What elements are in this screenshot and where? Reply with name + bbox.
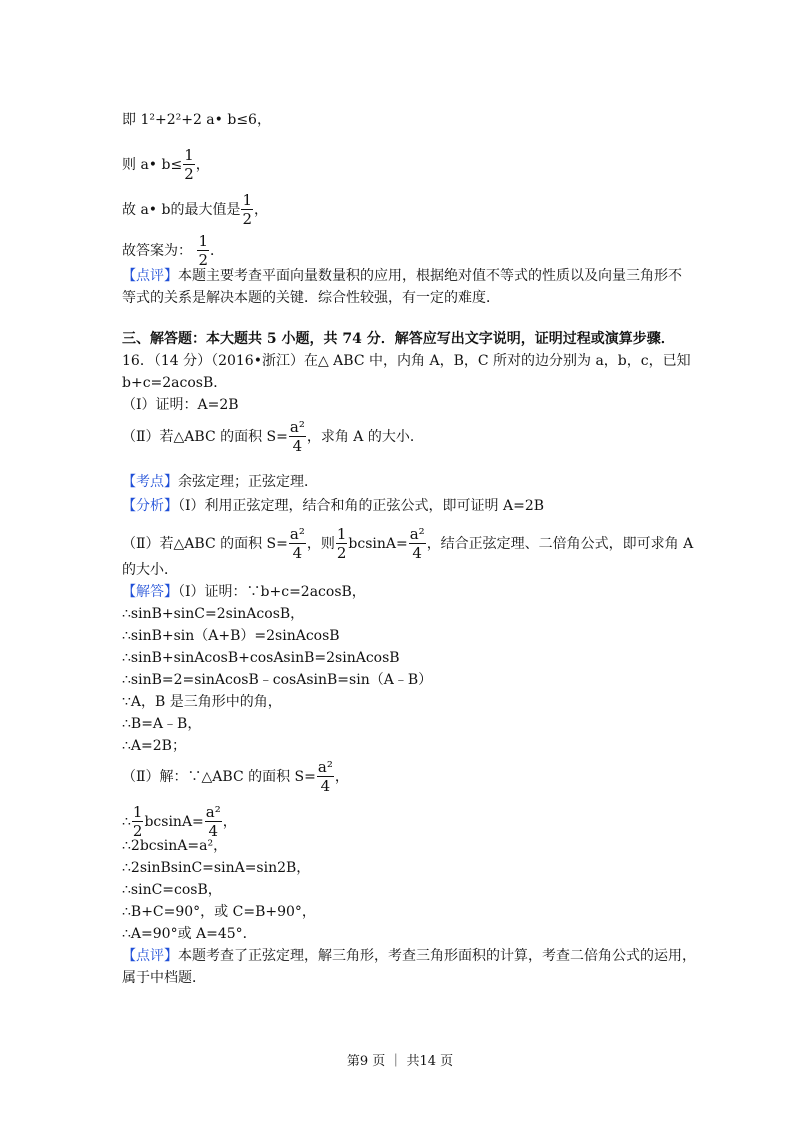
fraction-a2-over-4: $\frac{\text{a²}}{4}$ (409, 525, 425, 562)
jieda-step: （Ⅱ）解：∵△ABC 的面积 S= $\frac{\text{a²}}{4}$ ， (122, 758, 349, 795)
fraction-one-half: $\frac{1}{2}$ (132, 803, 143, 840)
jieda-step: ∴2bcsinA=a²， (122, 838, 228, 854)
jieda-step: ∴sinC=cosB， (122, 882, 222, 898)
jieda-step: ∴ $\frac{1}{2}$ bcsinA= $\frac{\text{a²}}{4}$ ， (122, 803, 237, 840)
jieda-step: ∴B=A﹣B， (122, 716, 202, 732)
fenxi-tag: 【分析】 (122, 498, 178, 514)
fenxi-part2: （Ⅱ）若△ABC 的面积 S= $\frac{\text{a²}}{4}$ ，则 $\frac{1}{2}$ bcsinA= $\frac{\text{a²}}{4}$ ，结合正弦定理、二倍角公式，即可求角 A (122, 525, 694, 562)
comment-2: 【点评】本题考查了正弦定理，解三角形，考查三角形面积的计算，考查二倍角公式的运用， (122, 948, 696, 964)
kaodian-tag: 【考点】 (122, 474, 178, 490)
line-dot-bound: 则 a• b≤ $\frac{1}{2}$ ， (122, 146, 210, 183)
fraction-a2-over-4: $\frac{\text{a²}}{4}$ (205, 803, 221, 840)
comment-1: 【点评】本题主要考查平面向量数量积的应用，根据绝对值不等式的性质以及向量三角形不 (122, 268, 682, 284)
fraction-one-half: $\frac{1}{2}$ (184, 146, 194, 183)
jieda-step: ∴A=2B； (122, 738, 186, 754)
jieda-step: ∴A=90°或 A=45°． (122, 926, 257, 942)
jieda-step: ∴sinB+sinC=2sinAcosB， (122, 606, 305, 622)
fraction-one-half: $\frac{1}{2}$ (198, 232, 208, 269)
comment-2-cont: 属于中档题． (122, 970, 206, 986)
fraction-a2-over-4: $\frac{\text{a²}}{4}$ (289, 418, 305, 455)
jieda-step: ∴sinB+sinAcosB+cosAsinB=2sinAcosB (122, 650, 400, 666)
jieda-tag: 【解答】 (122, 584, 178, 600)
jieda-step: ∴sinB=2=sinAcosB﹣cosAsinB=sin（A﹣B） (122, 672, 433, 688)
comment-1-cont: 等式的关系是解决本题的关键．综合性较强，有一定的难度． (122, 290, 500, 306)
question-16-part2: （Ⅱ）若△ABC 的面积 S= $\frac{\text{a²}}{4}$ ，求角 A 的大小． (122, 418, 424, 455)
question-16-cond: b+c=2acosB． (122, 375, 228, 391)
fenxi-cont: 的大小． (122, 562, 178, 578)
kaodian: 【考点】余弦定理；正弦定理． (122, 474, 318, 490)
fraction-a2-over-4: $\frac{\text{a²}}{4}$ (317, 758, 333, 795)
page-footer: 第9 页 ｜ 共14 页 (346, 1054, 454, 1069)
question-16-part1: （Ⅰ）证明：A=2B (122, 397, 239, 413)
jieda-step: ∴B+C=90°，或 C=B+90°， (122, 904, 316, 920)
comment-tag: 【点评】 (122, 948, 178, 964)
fraction-one-half: $\frac{1}{2}$ (242, 191, 253, 228)
question-16: 16．（14 分）（2016•浙江）在△ ABC 中，内角 A，B，C 所对的边分别为 a，b，c，已知 (122, 353, 691, 369)
fenxi: 【分析】（Ⅰ）利用正弦定理，结合和角的正弦公式，即可证明 A=2B (122, 498, 545, 514)
line-answer: 故答案为： $\frac{1}{2}$ ． (122, 232, 224, 269)
section-heading: 三、解答题：本大题共 5 小题，共 74 分．解答应写出文字说明，证明过程或演算步骤． (122, 331, 675, 347)
line-max-value: 故 a• b的最大值是 $\frac{1}{2}$ ， (122, 191, 269, 228)
fraction-a2-over-4: $\frac{\text{a²}}{4}$ (289, 525, 305, 562)
jieda-step: ∴sinB+sin（A+B）=2sinAcosB (122, 628, 340, 644)
jieda: 【解答】（Ⅰ）证明：∵b+c=2acosB， (122, 584, 366, 600)
line-inequality: 即 1²+2²+2 a• b≤6， (122, 112, 271, 128)
jieda-step: ∵A，B 是三角形中的角， (122, 694, 282, 710)
fraction-one-half: $\frac{1}{2}$ (336, 525, 347, 562)
comment-tag: 【点评】 (122, 268, 178, 284)
jieda-step: ∴2sinBsinC=sinA=sin2B， (122, 860, 311, 876)
